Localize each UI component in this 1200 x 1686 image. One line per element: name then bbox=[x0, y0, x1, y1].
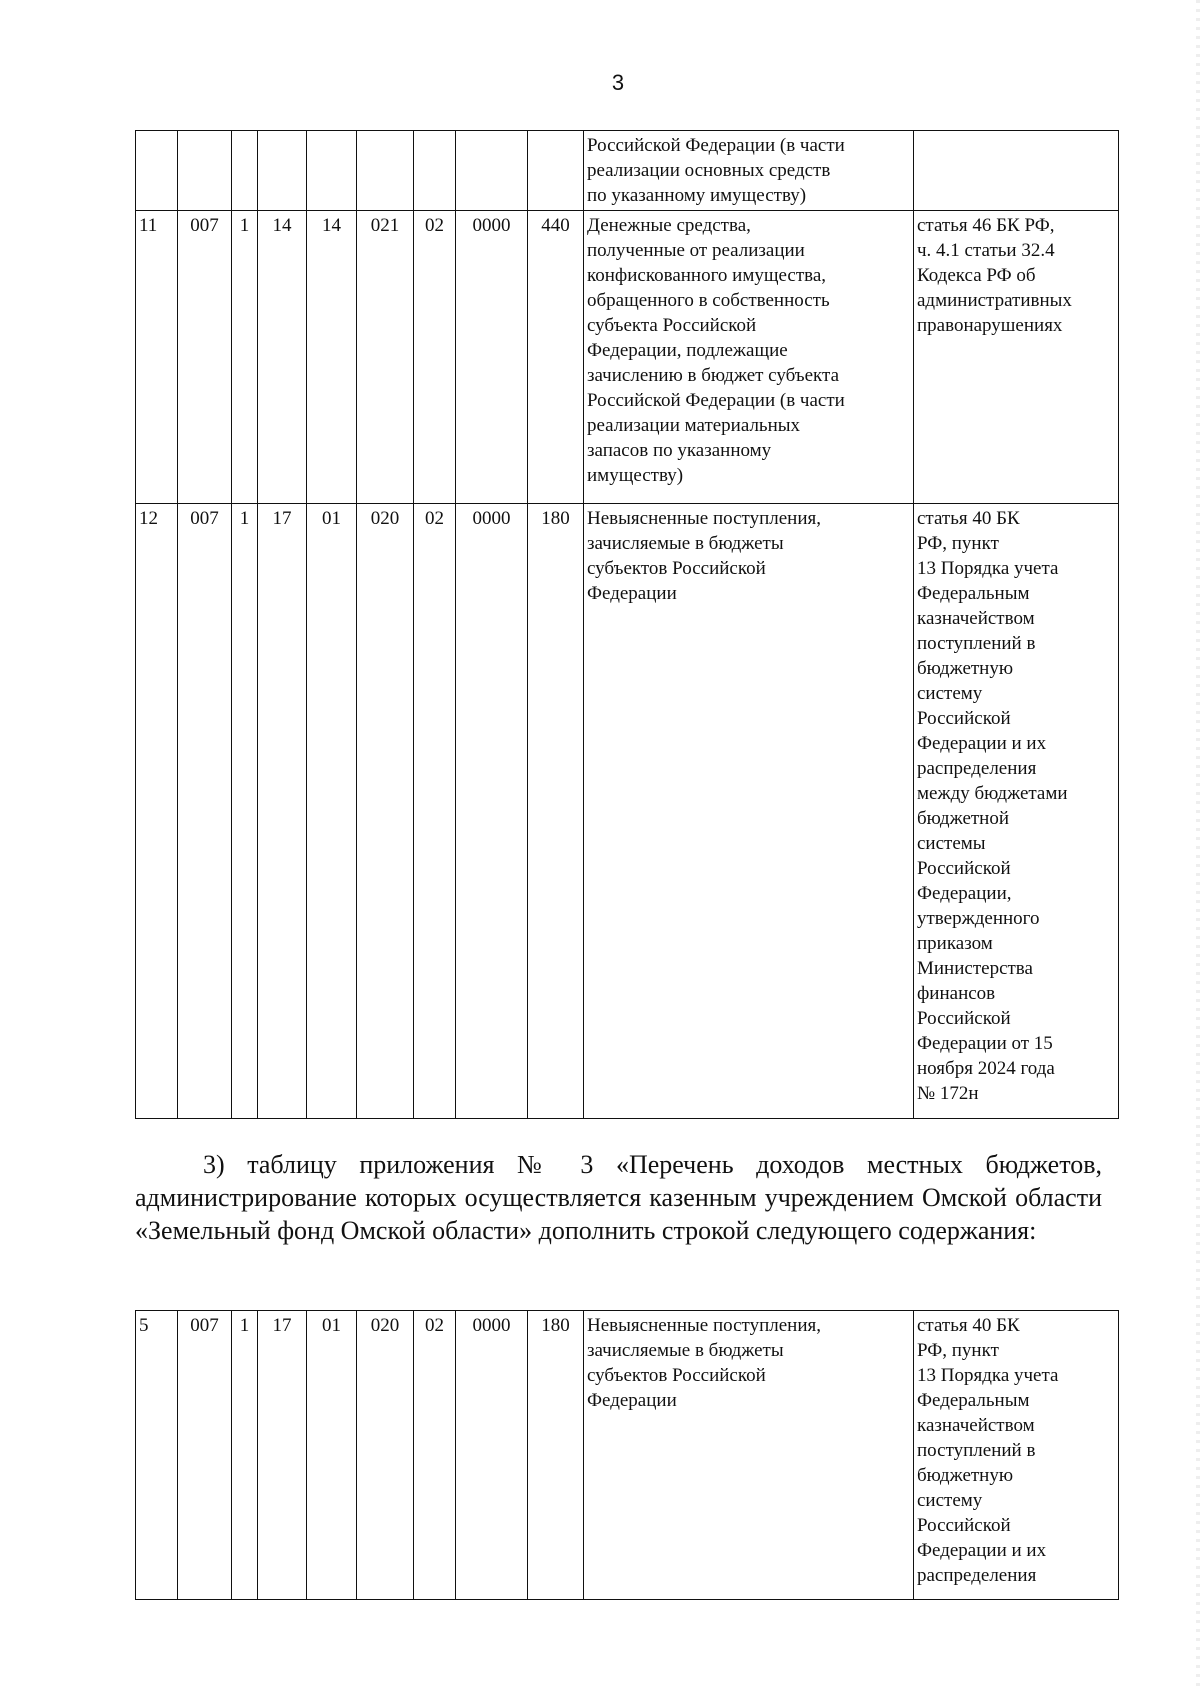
table-row bbox=[136, 1311, 1119, 1600]
code-cell: 1 bbox=[232, 504, 258, 1119]
revenue-description-cell: Денежные средства, полученные от реализации конфискованного имущества, обращенного в собственность субъекта Российской Федерации, подлежащие зачислению в бюджет субъекта Российской Федерации (в части реализации материальных запасов по указанному имуществу) bbox=[584, 211, 914, 504]
legal-basis-cell: статья 46 БК РФ, ч. 4.1 статьи 32.4 Кодекса РФ об административных правонарушениях bbox=[914, 211, 1119, 504]
code-cell: 0000 bbox=[456, 211, 528, 504]
code-cell bbox=[414, 131, 456, 211]
row-number-cell: 11 bbox=[136, 211, 178, 504]
revenue-description-cell: Невыясненные поступления, зачисляемые в бюджеты субъектов Российской Федерации bbox=[584, 1311, 914, 1600]
scan-edge-artifact bbox=[1196, 0, 1200, 1686]
code-cell: 007 bbox=[178, 1311, 232, 1600]
code-cell bbox=[258, 131, 307, 211]
code-cell: 440 bbox=[528, 211, 584, 504]
row-number-cell bbox=[136, 131, 178, 211]
amendment-paragraph: 3) таблицу приложения № 3 «Перечень доходов местных бюджетов, администрирование которых осуществляется казенным учреждением Омской области «Земельный фонд Омской области» дополнить строкой следующего содержания: bbox=[135, 1150, 1102, 1245]
local-budget-revenue-table bbox=[135, 1310, 1119, 1600]
revenue-description-cell: Невыясненные поступления, зачисляемые в бюджеты субъектов Российской Федерации bbox=[584, 504, 914, 1119]
code-cell bbox=[528, 131, 584, 211]
code-cell: 180 bbox=[528, 1311, 584, 1600]
code-cell: 0000 bbox=[456, 1311, 528, 1600]
page-number: 3 bbox=[611, 70, 625, 95]
legal-basis-cell bbox=[914, 131, 1119, 211]
code-cell bbox=[357, 131, 414, 211]
row-number-cell: 12 bbox=[136, 504, 178, 1119]
row-number-cell: 5 bbox=[136, 1311, 178, 1600]
code-cell: 02 bbox=[414, 1311, 456, 1600]
code-cell: 007 bbox=[178, 504, 232, 1119]
code-cell: 007 bbox=[178, 211, 232, 504]
code-cell: 02 bbox=[414, 504, 456, 1119]
code-cell bbox=[307, 131, 357, 211]
code-cell: 01 bbox=[307, 1311, 357, 1600]
code-cell: 14 bbox=[258, 211, 307, 504]
code-cell: 02 bbox=[414, 211, 456, 504]
code-cell bbox=[456, 131, 528, 211]
code-cell: 180 bbox=[528, 504, 584, 1119]
table-row bbox=[136, 211, 1119, 504]
revenue-codes-table bbox=[135, 130, 1119, 1119]
code-cell: 1 bbox=[232, 211, 258, 504]
code-cell bbox=[232, 131, 258, 211]
code-cell: 14 bbox=[307, 211, 357, 504]
code-cell: 1 bbox=[232, 1311, 258, 1600]
code-cell: 021 bbox=[357, 211, 414, 504]
legal-basis-cell: статья 40 БК РФ, пункт 13 Порядка учета Федеральным казначейством поступлений в бюджетную систему Российской Федерации и их распределения bbox=[914, 1311, 1119, 1600]
table-row bbox=[136, 504, 1119, 1119]
legal-basis-cell: статья 40 БК РФ, пункт 13 Порядка учета Федеральным казначейством поступлений в бюджетную систему Российской Федерации и их распределения между бюджетами бюджетной системы Российской Федерации, утвержденного приказом Министерства финансов Российской Федерации от 15 ноября 2024 года № 172н bbox=[914, 504, 1119, 1119]
code-cell: 17 bbox=[258, 1311, 307, 1600]
table-row bbox=[136, 131, 1119, 211]
code-cell: 020 bbox=[357, 504, 414, 1119]
code-cell bbox=[178, 131, 232, 211]
code-cell: 0000 bbox=[456, 504, 528, 1119]
revenue-description-cell: Российской Федерации (в части реализации основных средств по указанному имуществу) bbox=[584, 131, 914, 211]
code-cell: 01 bbox=[307, 504, 357, 1119]
code-cell: 020 bbox=[357, 1311, 414, 1600]
code-cell: 17 bbox=[258, 504, 307, 1119]
